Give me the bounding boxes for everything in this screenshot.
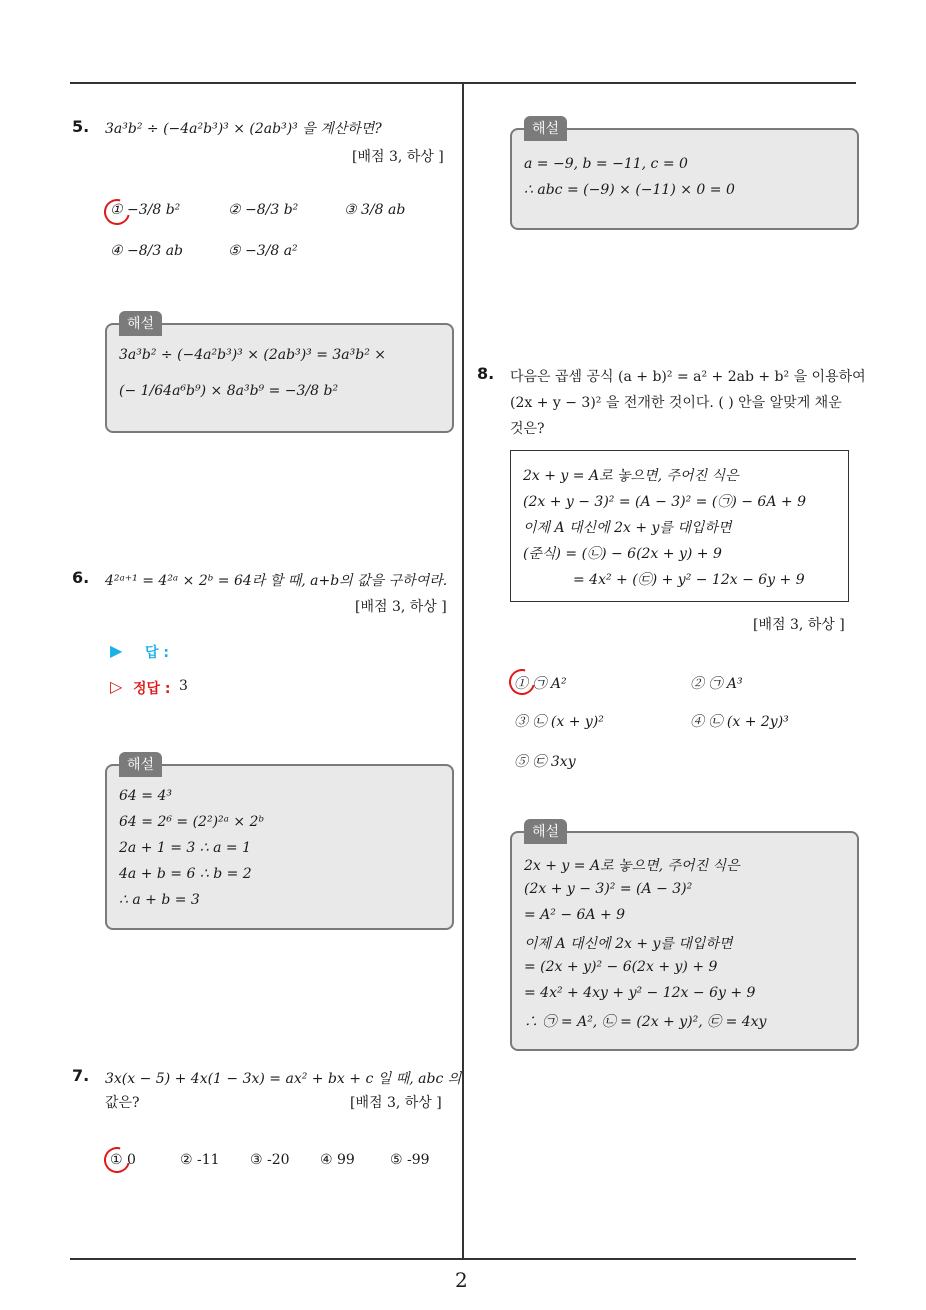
q6-solution-line: 2a + 1 = 3 ∴ a = 1 [119,840,252,856]
q7-solution-line: a = −9, b = −11, c = 0 [524,156,688,172]
q6-solution-box [105,757,454,930]
q8-number: 8. [477,364,495,383]
q6-question: 4²ᵃ⁺¹ = 4²ᵃ × 2ᵇ = 64라 할 때, a+b의 값을 구하여라. [105,573,448,589]
q5-choice-5[interactable]: ⑤ −3/8 a² [228,243,298,259]
q6-correct-value: 3 [179,678,188,694]
q8-question-line-3: 것은? [510,421,545,437]
q5-solution-box [105,316,454,433]
q8-choice-2[interactable]: ② ㉠ A³ [690,676,743,692]
q8-solution-line: = 4x² + 4xy + y² − 12x − 6y + 9 [524,985,756,1001]
answer-arrow-icon: ▶ [110,641,123,660]
q8-solution-line: = A² − 6A + 9 [524,907,626,923]
q5-choice-1[interactable]: ① −3/8 b² [110,202,181,218]
q8-frame-line: 2x + y = A로 놓으면, 주어진 식은 [523,468,739,484]
q8-choice-1[interactable]: ① ㉠ A² [514,676,567,692]
q8-frame-line: = 4x² + (㉢) + y² − 12x − 6y + 9 [573,572,805,588]
q7-number: 7. [72,1066,90,1085]
correct-arrow-icon: ▷ [110,677,123,696]
q6-correct-label: 정답 : [133,681,171,697]
q6-points: [배점 3, 하상 ] [355,599,447,615]
bottom-rule [70,1258,856,1260]
q7-solution-tag: 해설 [524,116,567,141]
q8-points: [배점 3, 하상 ] [753,617,845,633]
q8-solution-tag: 해설 [524,819,567,844]
q7-solution-box [510,121,859,230]
q5-question: 3a³b² ÷ (−4a²b³)³ × (2ab³)³ 을 계산하면? [105,121,382,137]
q7-question-line-2: 값은? [105,1095,140,1111]
q8-choice-4[interactable]: ④ ㉡ (x + 2y)³ [690,714,789,730]
q8-solution-line: ∴ ㉠ = A², ㉡ = (2x + y)², ㉢ = 4xy [524,1014,767,1030]
q8-solution-line: 2x + y = A로 놓으면, 주어진 식은 [524,858,740,874]
q6-solution-line: ∴ a + b = 3 [119,892,200,908]
q8-solution-line: (2x + y − 3)² = (A − 3)² [524,881,693,897]
q6-solution-tag: 해설 [119,752,162,777]
column-divider [462,83,464,1258]
q7-choice-1[interactable]: ① 0 [110,1152,136,1168]
q6-solution-line: 4a + b = 6 ∴ b = 2 [119,866,252,882]
q8-question-line-1: 다음은 곱셈 공식 (a + b)² = a² + 2ab + b² 을 이용하여 [510,369,866,385]
q7-question-line-1: 3x(x − 5) + 4x(1 − 3x) = ax² + bx + c 일 때, abc 의 [105,1071,462,1087]
q8-expansion-frame [510,450,849,602]
q7-choice-3[interactable]: ③ -20 [250,1152,290,1168]
q6-number: 6. [72,568,90,587]
q7-choice-5[interactable]: ⑤ -99 [390,1152,430,1168]
q7-choice-4[interactable]: ④ 99 [320,1152,355,1168]
q8-solution-line: 이제 A 대신에 2x + y를 대입하면 [524,936,733,952]
q6-solution-line: 64 = 2⁶ = (2²)²ᵃ × 2ᵇ [119,814,265,830]
q6-solution-line: 64 = 4³ [119,788,172,804]
q8-solution-line: = (2x + y)² − 6(2x + y) + 9 [524,959,718,975]
q5-number: 5. [72,117,90,136]
page-number: 2 [455,1268,468,1292]
q8-frame-line: 이제 A 대신에 2x + y를 대입하면 [523,520,732,536]
q7-solution-line: ∴ abc = (−9) × (−11) × 0 = 0 [524,182,735,198]
q8-solution-box [510,824,859,1051]
q8-question-line-2: (2x + y − 3)² 을 전개한 것이다. ( ) 안을 알맞게 채운 [510,395,842,411]
q5-points: [배점 3, 하상 ] [352,149,444,165]
q5-solution-line-2: (− 1/64a⁶b⁹) × 8a³b⁹ = −3/8 b² [119,383,339,399]
q7-points: [배점 3, 하상 ] [350,1095,442,1111]
q7-choice-2[interactable]: ② -11 [180,1152,220,1168]
q8-frame-line: (2x + y − 3)² = (A − 3)² = (㉠) − 6A + 9 [523,494,806,510]
q8-choice-3[interactable]: ③ ㉡ (x + y)² [514,714,604,730]
q5-choice-2[interactable]: ② −8/3 b² [228,202,299,218]
q5-choice-3[interactable]: ③ 3/8 ab [344,202,406,218]
q8-frame-line: (준식) = (㉡) − 6(2x + y) + 9 [523,546,722,562]
q8-choice-5[interactable]: ⑤ ㉢ 3xy [514,754,576,770]
q5-choice-4[interactable]: ④ −8/3 ab [110,243,184,259]
q5-solution-line-1: 3a³b² ÷ (−4a²b³)³ × (2ab³)³ = 3a³b² × [119,347,387,363]
q6-answer-label: 답 : [145,645,169,661]
q5-solution-tag: 해설 [119,311,162,336]
